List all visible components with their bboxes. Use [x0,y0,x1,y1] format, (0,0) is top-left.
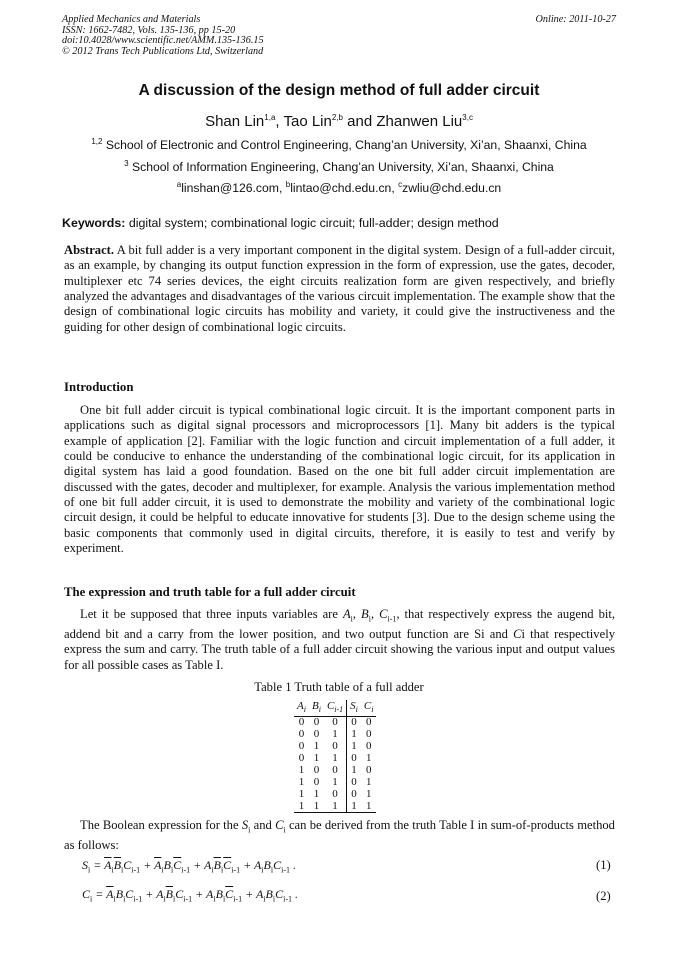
eq-lhs: S [82,858,88,872]
table-caption: Table 1 Truth table of a full adder [254,680,424,694]
col-header: $B_i$ [309,700,324,717]
table-cell: 0 [332,716,338,729]
email-link[interactable]: linshan@126.com [181,181,279,195]
table-cell: 0 [365,763,372,776]
table-cell: 1 [361,801,377,813]
author-name: Tao Lin [283,113,332,130]
text-run: The Boolean expression for the [80,818,242,832]
table-cell: 1 [313,787,320,800]
author-sup: 3,c [462,113,473,122]
col-header: $S_i$ [347,700,361,717]
table-cell: 0 [332,787,338,800]
eq-lhs: C [82,887,91,901]
text-run: can be derived from the truth Table I in sum-of-products method as follows: [64,818,615,852]
paper-title: A discussion of the design method of full adder circuit [138,82,540,99]
table-cell: 1 [298,763,305,776]
section-heading-introduction: Introduction [64,380,134,394]
table-cell: 0 [298,740,305,752]
variable: S [241,818,249,832]
keywords-label: Keywords: [62,216,126,230]
subscript: i-1 [387,614,397,624]
table-cell: 0 [347,789,361,801]
table-cell: 1 [332,775,338,788]
abstract [64,243,615,335]
table-cell: 0 [347,753,361,765]
subscript: i [248,825,251,835]
author-sup: 2,b [331,113,343,122]
table-cell: 1 [313,740,320,752]
affiliation-sup: 1,2 [91,136,103,146]
table-header-row [294,700,376,717]
table-row [294,765,376,777]
table-cell: 0 [332,740,338,752]
table-cell: 1 [347,801,361,813]
table-cell: 0 [313,716,320,729]
doi: doi:10.4028/www.scientific.net/AMM.135-136.15 [62,35,264,47]
table-row [294,777,376,789]
table-cell: 1 [365,787,372,800]
affiliation-text: School of Electronic and Control Engineering, Chang’an University, Xi’an, Shaanxi, China [105,138,587,152]
table-row [294,801,376,813]
subscript: i [368,614,371,624]
equation-number: (1) [596,858,611,872]
abstract-text: A bit full adder is a very important component in the digital system. Design of a full-adder circuit, as an example, by changing its output function expression in the form of expression, use the gates, decoder, multiplexer etc 74 series devices, the eight circuits realization form are given respectively, and briefly analyzed the advantages and disadvantages of the various circuit implementation. The example show that the design of combinational logic circuits has mobility and variety, it could give the instructiveness and the guiding for other design of combinational logic circuits. [64,243,615,334]
equation-1: $S_i = \overline{A}_i\overline{B}_iC_{i-1} + \overline{A}_iB_i\overline{C}_{i-1} + A_i\overline{B}_i\overline{C}_{i-1} + A_iB_iC_{i-1}$ . [82,858,297,875]
table-cell: 1 [324,801,347,813]
table-cell: 0 [298,716,305,729]
table-cell: 0 [365,740,372,752]
page-header [62,15,616,57]
affiliation-text: School of Information Engineering, Chang’an University, Xi’an, Shaanxi, China [132,160,554,174]
table-cell: 0 [298,728,305,741]
table-cell: 1 [298,787,305,800]
journal-name: Applied Mechanics and Materials [62,14,201,25]
table-cell: 1 [347,741,361,753]
table-cell: 1 [298,775,305,788]
affiliation-sup: 3 [124,158,129,168]
introduction-paragraph: One bit full adder circuit is typical combinational logic circuit. It is the important component parts in applications such as digital signal processors and microprocessors [1]. Many bit adders is the typical example of application [2]. Familiar with the logic function and circuit implementation of a full adder, it could be conducive to enhance the understanding of the combinational logic circuit, for its application in digital system has laid a good foundation. Based on the one bit full adder circuit implementation are discussed with the gates, decoder and multiplexer, for example. Analysis the various implementation method of one bit full adder circuit, it is used to demonstrate the mobility and variety of the combinational logic circuit design, it could be helpful to educate innovative for students [3]. Due to the design scheme using the basic components that commonly used in digital circuits, therefore, it is easily to test and verify by experiment. [64,403,615,556]
keywords-text: digital system; combinational logic circuit; full-adder; design method [128,216,499,230]
author-list: Shan Lin$^{1,a}$, Tao Lin$^{2,b}$ and Zhanwen Liu$^{3,c}$ [205,113,473,130]
email-sup: c [398,179,403,189]
text-run: and [250,818,276,832]
affiliation [0,138,678,152]
variable: A [342,607,351,621]
table-cell: 0 [298,751,305,764]
subscript: i [283,825,286,835]
table-cell: 0 [347,777,361,789]
email-link[interactable]: lintao@chd.edu.cn [290,181,392,195]
table-cell: 1 [294,801,309,813]
text-run: Let it be supposed that three inputs variables are [80,607,343,621]
col-header: $A_i$ [294,700,309,717]
equation-number: (2) [596,889,611,903]
table-cell: 1 [347,729,361,741]
keywords [62,216,616,230]
email-sup: a [176,179,182,189]
abstract-label: Abstract. [64,243,115,257]
table-cell: 0 [347,717,361,729]
section2-paragraph-2 [64,818,615,853]
email-list: $^a$linshan@126.com, $^b$lintao@chd.edu.cn, $^c$zwliu@chd.edu.cn [176,179,502,195]
variable: B [361,607,369,621]
col-header: $C_{i-1}$ [324,700,347,717]
email-sup: b [285,179,291,189]
table-cell: 0 [313,775,320,788]
table-cell: 1 [347,765,361,777]
table-cell: 1 [313,751,320,764]
table-cell: 1 [332,751,338,764]
email-link[interactable]: zwliu@chd.edu.cn [402,181,502,195]
table-cell: 0 [365,716,372,729]
table-cell: 0 [313,728,320,741]
author-name: Zhanwen Liu [376,113,463,130]
table-cell: 0 [332,763,338,776]
variable: C [275,818,284,832]
section2-paragraph: Let it be supposed that three inputs variables are $A_i$, $B_i$, $C_{i-1}$, that respectively express the augend bit, addend bit and a carry from the lower position, and two output function are Si and Ci that respectively express the sum and carry. The truth table of a full adder circuit showing the various input and output values for all possible cases as Table I. [64,607,616,672]
truth-table [294,700,376,813]
section-heading-truth-table: The expression and truth table for a full adder circuit [64,585,356,599]
table-cell: 0 [313,763,320,776]
table-cell: 1 [365,775,372,788]
author-sup: 1,a [264,113,276,122]
issn: ISSN: 1662-7482, Vols. 135-136, pp 15-20 [62,24,236,36]
author-name: Shan Lin [205,113,265,130]
subscript: i [350,614,353,624]
variable: C [513,626,522,641]
table-cell: 1 [365,751,372,764]
copyright: © 2012 Trans Tech Publications Ltd, Switzerland [62,45,264,57]
table-row [294,789,376,801]
text-run: , that respectively express the augend bit, addend bit and a carry from the lower position, and two output function are Si and [64,607,616,641]
table-cell: 1 [332,728,338,741]
affiliation [0,160,678,174]
col-header: $C_i$ [361,700,377,717]
online-date: Online: 2011-10-27 [535,14,616,25]
text-run: i that respectively express the sum and carry. The truth table of a full adder circuit showing the various input and output values for all possible cases as Table I. [64,626,615,672]
table-cell: 1 [309,801,324,813]
variable: C [379,607,388,621]
table-cell: 0 [365,728,372,741]
equation-2: $C_i = \overline{A}_iB_iC_{i-1} + A_i\overline{B}_iC_{i-1} + A_iB_i\overline{C}_{i-1} + A_iB_iC_{i-1}$ . [82,887,299,904]
